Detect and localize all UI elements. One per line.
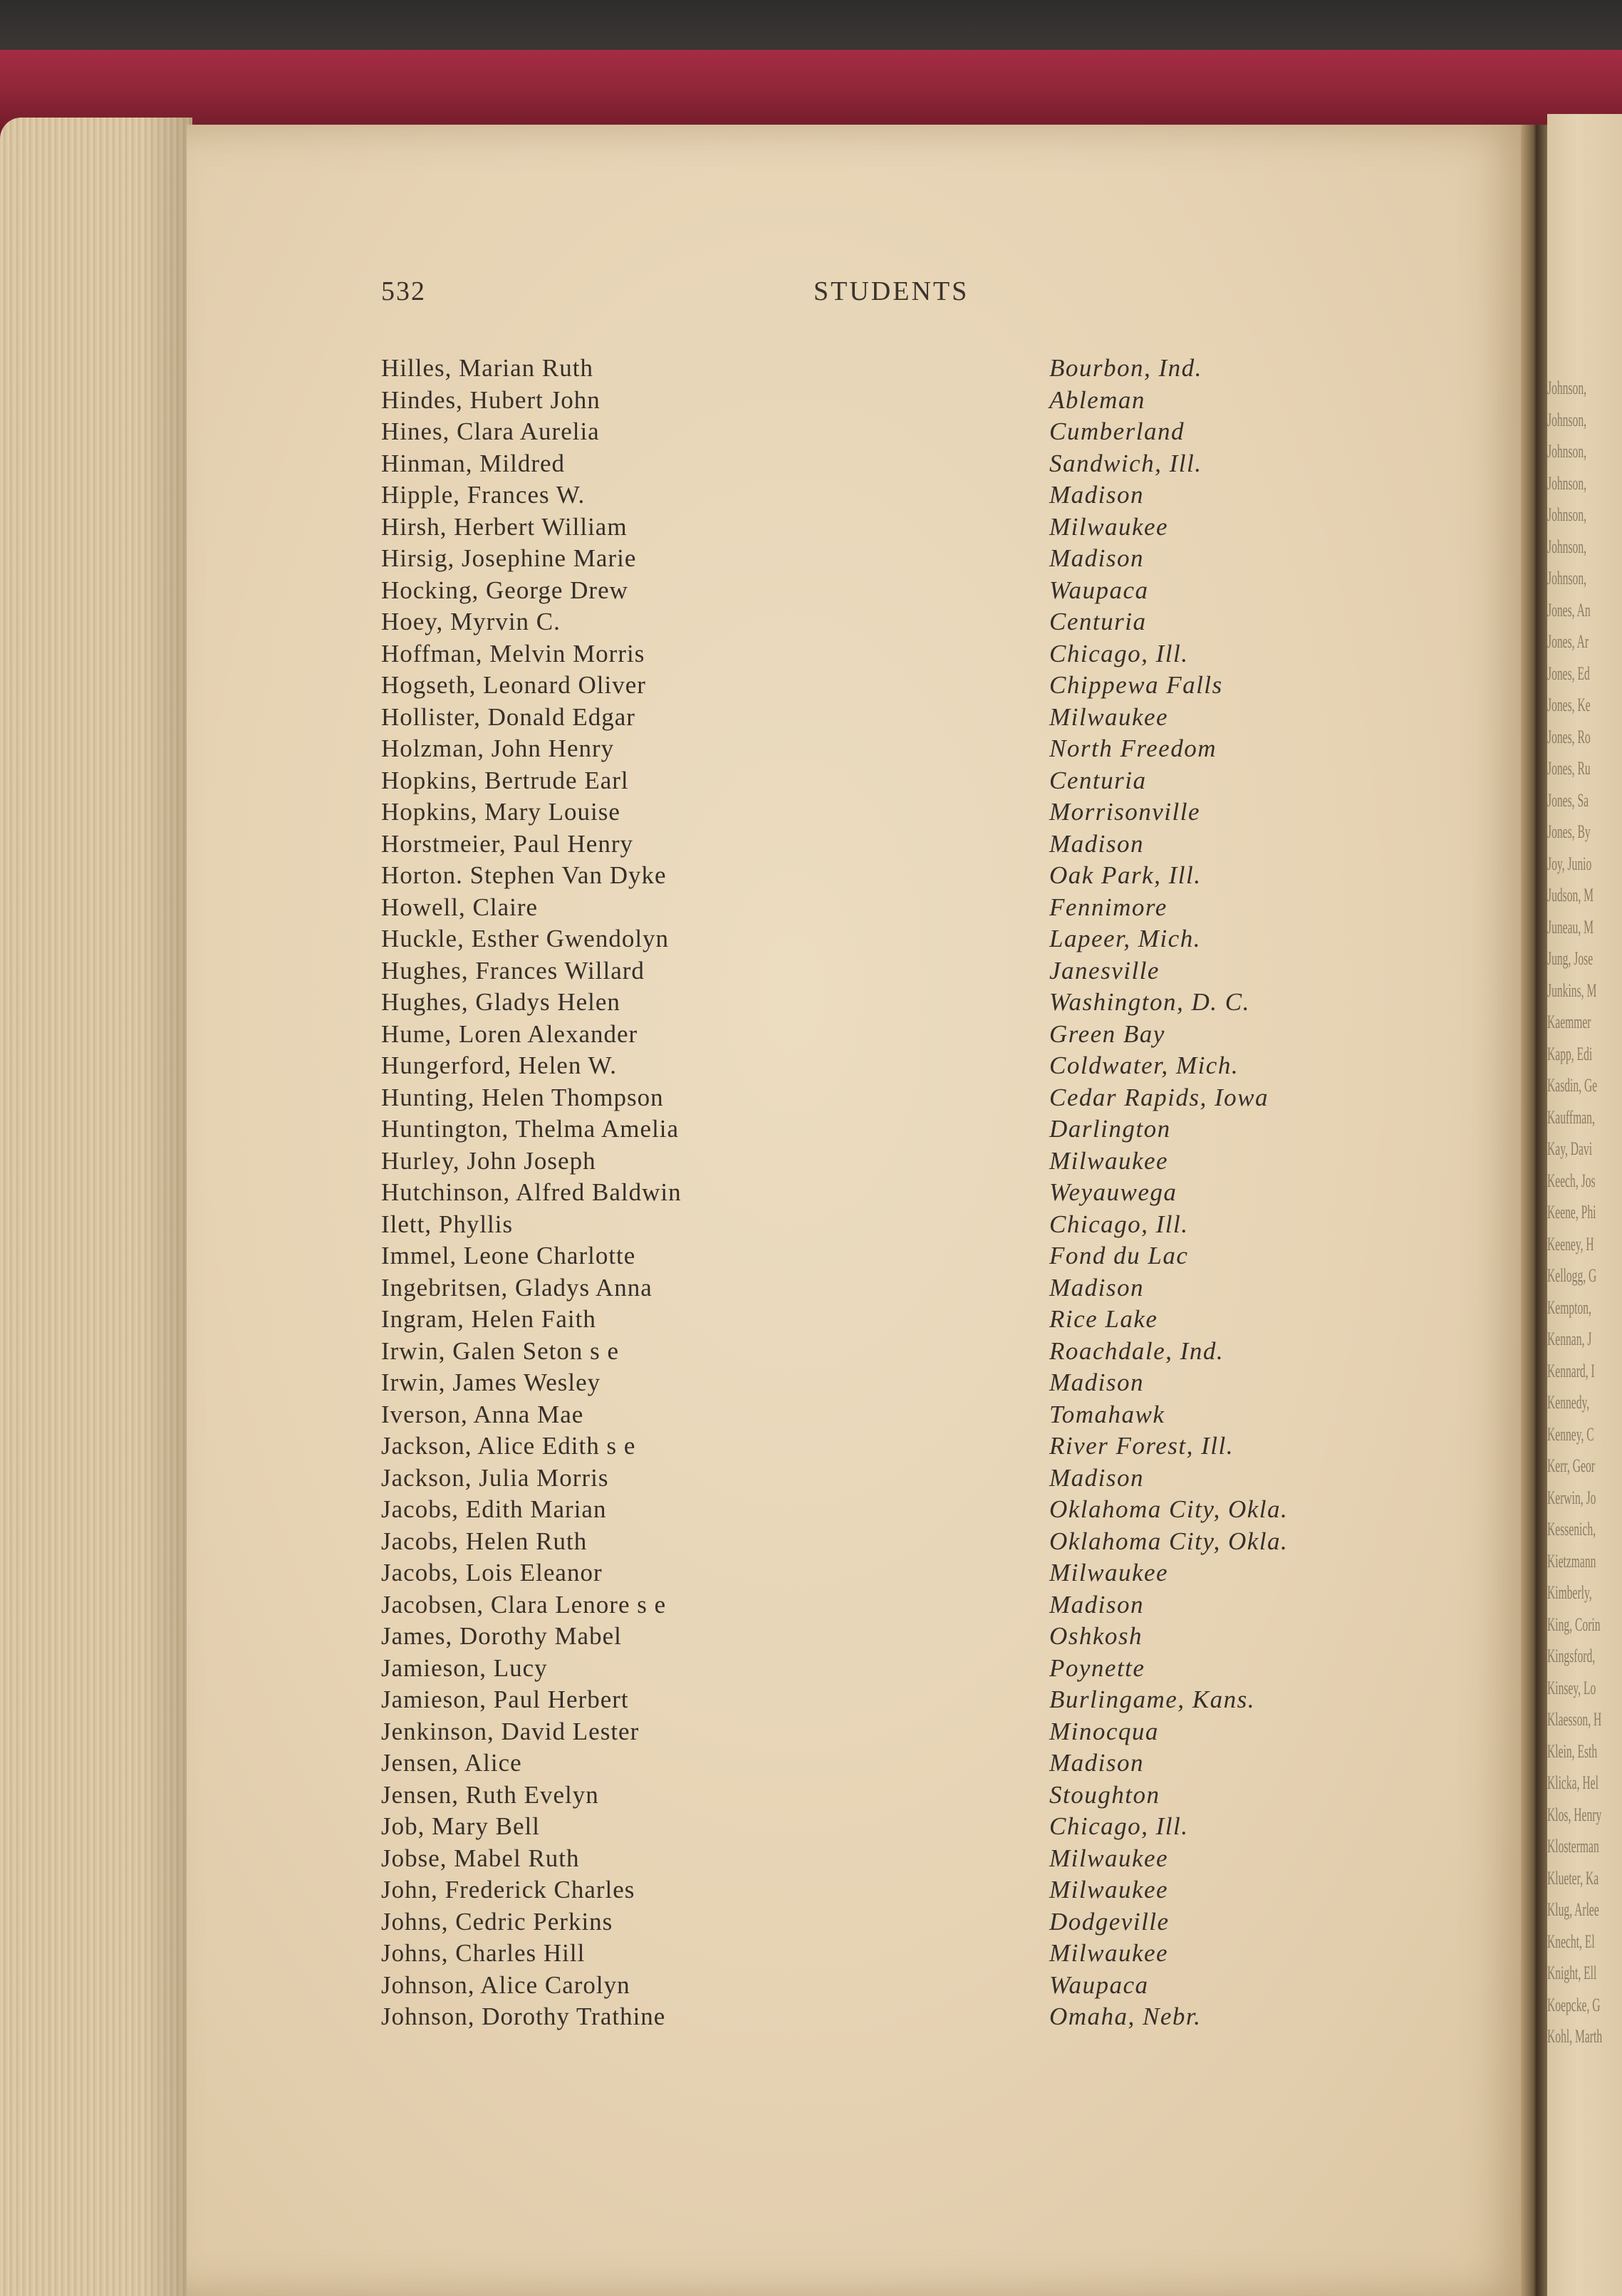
student-entry xyxy=(381,1557,1378,1589)
student-name: Jobse, Mabel Ruth xyxy=(381,1844,580,1872)
facing-page-fragment: Klaesson, H xyxy=(1547,1709,1602,1730)
student-name: Huckle, Esther Gwendolyn xyxy=(381,925,670,952)
facing-page-fragment: Kingsford, xyxy=(1547,1646,1596,1666)
facing-page-fragment: Jung, Jose xyxy=(1547,948,1594,969)
student-name: Hogseth, Leonard Oliver xyxy=(381,671,646,699)
facing-page-fragment: Jones, By xyxy=(1547,821,1591,842)
facing-page-fragment: Johnson, xyxy=(1547,536,1587,557)
student-hometown: Milwaukee xyxy=(1049,1559,1169,1586)
student-hometown: Waupaca xyxy=(1049,1970,1149,1999)
student-entry xyxy=(381,1716,1378,1748)
facing-page-fragment: Kauffman, xyxy=(1547,1106,1595,1128)
student-name: Jenkinson, David Lester xyxy=(381,1717,640,1745)
facing-page-fragment: King, Corin xyxy=(1547,1614,1601,1635)
student-name: Holzman, John Henry xyxy=(381,734,615,762)
facing-page-fragment: Jones, Ed xyxy=(1547,663,1590,684)
facing-page-fragment: Jones, Ar xyxy=(1547,631,1589,652)
student-hometown: Bourbon, Ind. xyxy=(1049,354,1202,382)
page-stack-edges xyxy=(0,118,192,2296)
student-entry xyxy=(381,1399,1378,1431)
student-entry xyxy=(381,479,1378,511)
page-number: 532 xyxy=(381,276,426,306)
student-entry xyxy=(381,543,1378,575)
student-entry xyxy=(381,987,1378,1019)
student-entry xyxy=(381,1146,1378,1178)
facing-page-fragment: Kaemmer xyxy=(1547,1012,1591,1032)
student-name: Hurley, John Joseph xyxy=(381,1146,596,1175)
student-entry xyxy=(381,1463,1378,1495)
student-entry xyxy=(381,1367,1378,1399)
facing-page-fragment: Kennedy, xyxy=(1547,1392,1590,1413)
student-entry xyxy=(381,416,1378,448)
student-entry xyxy=(381,1747,1378,1780)
student-hometown: Madison xyxy=(1049,1590,1144,1619)
student-hometown: Fond du Lac xyxy=(1049,1242,1189,1269)
student-hometown: Madison xyxy=(1049,1273,1144,1302)
student-entry xyxy=(381,1050,1378,1082)
student-entry xyxy=(381,955,1378,987)
student-entry xyxy=(381,1082,1378,1114)
student-name: Iverson, Anna Mae xyxy=(381,1400,584,1428)
facing-page-fragment: Johnson, xyxy=(1547,378,1587,398)
facing-page-fragment: Kinsey, Lo xyxy=(1547,1677,1596,1698)
student-entry xyxy=(381,670,1378,702)
student-hometown: Oklahoma City, Okla. xyxy=(1049,1495,1289,1523)
student-entry xyxy=(381,1240,1378,1272)
student-entry xyxy=(381,1526,1378,1558)
student-name: Jensen, Ruth Evelyn xyxy=(381,1780,599,1809)
student-hometown: Poynette xyxy=(1049,1653,1145,1682)
facing-page-fragment: Kay, Davi xyxy=(1547,1138,1593,1159)
student-entry xyxy=(381,1272,1378,1304)
student-hometown: Centuria xyxy=(1049,766,1147,794)
student-hometown: Minocqua xyxy=(1049,1717,1159,1745)
student-list xyxy=(381,353,1378,2033)
facing-page-fragment: Keeney, H xyxy=(1547,1233,1594,1255)
student-hometown: Cumberland xyxy=(1049,417,1185,445)
facing-page-fragment: Klos, Henry xyxy=(1547,1804,1602,1825)
student-entry xyxy=(381,1430,1378,1463)
student-hometown: North Freedom xyxy=(1049,734,1217,762)
facing-page-fragment: Jones, Ro xyxy=(1547,726,1591,747)
student-hometown: Oshkosh xyxy=(1049,1622,1143,1650)
student-entry xyxy=(381,1970,1378,2002)
facing-page-fragment: Jones, Ru xyxy=(1547,758,1591,779)
student-hometown: Oklahoma City, Okla. xyxy=(1049,1527,1289,1555)
student-name: Howell, Claire xyxy=(381,893,539,921)
student-entry xyxy=(381,1938,1378,1970)
student-entry xyxy=(381,702,1378,734)
student-entry xyxy=(381,1684,1378,1716)
facing-page-fragment: Johnson, xyxy=(1547,568,1587,588)
student-hometown: Lapeer, Mich. xyxy=(1049,925,1201,952)
student-entry xyxy=(381,511,1378,544)
student-name: Horstmeier, Paul Henry xyxy=(381,829,633,858)
student-name: James, Dorothy Mabel xyxy=(381,1622,622,1650)
student-hometown: Burlingame, Kans. xyxy=(1049,1685,1255,1713)
student-hometown: Milwaukee xyxy=(1049,1146,1169,1175)
facing-page-fragment: Kohl, Marth xyxy=(1547,2026,1603,2047)
student-hometown: Milwaukee xyxy=(1049,512,1169,541)
student-name: Hindes, Hubert John xyxy=(381,385,601,414)
student-name: Hopkins, Mary Louise xyxy=(381,798,620,826)
facing-page-fragment: Klicka, Hel xyxy=(1547,1772,1598,1793)
student-entry xyxy=(381,638,1378,670)
student-entry xyxy=(381,1653,1378,1685)
student-hometown: Morrisonville xyxy=(1049,798,1200,826)
student-hometown: Green Bay xyxy=(1049,1019,1165,1048)
student-entry xyxy=(381,1780,1378,1812)
facing-page-fragment: Jones, Ke xyxy=(1547,695,1591,715)
facing-page-fragment: Kerwin, Jo xyxy=(1547,1487,1596,1508)
student-name: Jacobs, Helen Ruth xyxy=(381,1527,588,1555)
student-hometown: Tomahawk xyxy=(1049,1400,1165,1428)
student-name: Irwin, James Wesley xyxy=(381,1368,601,1396)
facing-page-fragment: Knecht, El xyxy=(1547,1931,1595,1952)
book-gutter xyxy=(1521,125,1549,2296)
student-entry xyxy=(381,923,1378,955)
facing-page-fragment: Keech, Jos xyxy=(1547,1170,1596,1191)
student-entry xyxy=(381,1589,1378,1621)
student-hometown: Coldwater, Mich. xyxy=(1049,1051,1239,1079)
student-name: Hughes, Gladys Helen xyxy=(381,988,620,1016)
facing-page-fragment: Koepcke, G xyxy=(1547,1994,1601,2015)
facing-page-fragment: Klosterman xyxy=(1547,1836,1599,1856)
student-hometown: Sandwich, Ill. xyxy=(1049,449,1202,477)
student-name: Hunting, Helen Thompson xyxy=(381,1083,664,1111)
student-hometown: Cedar Rapids, Iowa xyxy=(1049,1083,1269,1111)
student-hometown: Madison xyxy=(1049,544,1144,572)
student-name: Jamieson, Lucy xyxy=(381,1653,548,1682)
student-entry xyxy=(381,2001,1378,2033)
student-hometown: Ableman xyxy=(1049,385,1145,414)
facing-page-fragment: Kennan, J xyxy=(1547,1329,1592,1349)
student-entry xyxy=(381,1494,1378,1526)
student-name: Johnson, Dorothy Trathine xyxy=(381,2002,666,2030)
facing-page-fragment: Johnson, xyxy=(1547,409,1587,430)
student-entry xyxy=(381,796,1378,828)
student-entry xyxy=(381,892,1378,924)
student-entry xyxy=(381,765,1378,797)
student-hometown: Washington, D. C. xyxy=(1049,988,1250,1016)
student-name: Hoey, Myrvin C. xyxy=(381,608,561,635)
student-entry xyxy=(381,1113,1378,1146)
facing-page-fragment: Juneau, M xyxy=(1547,916,1594,937)
student-name: Johnson, Alice Carolyn xyxy=(381,1970,630,1999)
student-name: Hungerford, Helen W. xyxy=(381,1051,618,1079)
student-name: Hirsh, Herbert William xyxy=(381,512,628,541)
facing-page-fragment: Joy, Junio xyxy=(1547,853,1592,874)
student-hometown: Milwaukee xyxy=(1049,1844,1169,1872)
student-name: Johns, Cedric Perkins xyxy=(381,1907,613,1936)
facing-page-fragment: Klueter, Ka xyxy=(1547,1867,1599,1889)
student-entry xyxy=(381,1811,1378,1843)
facing-page-fragment: Klug, Arlee xyxy=(1547,1899,1599,1920)
student-hometown: Janesville xyxy=(1049,956,1160,985)
student-hometown: Chicago, Ill. xyxy=(1049,1812,1189,1840)
facing-page-fragment: Kietzmann xyxy=(1547,1550,1596,1572)
student-hometown: Milwaukee xyxy=(1049,702,1169,731)
student-name: Hume, Loren Alexander xyxy=(381,1019,638,1048)
student-name: Hughes, Frances Willard xyxy=(381,956,645,985)
student-name: Hollister, Donald Edgar xyxy=(381,702,635,731)
student-hometown: Fennimore xyxy=(1049,893,1168,921)
student-hometown: Milwaukee xyxy=(1049,1939,1169,1967)
student-hometown: Madison xyxy=(1049,481,1144,509)
facing-page-fragment: Jones, An xyxy=(1547,599,1591,620)
student-entry xyxy=(381,385,1378,417)
facing-page-fragment: Kasdin, Ge xyxy=(1547,1075,1598,1096)
student-name: Johns, Charles Hill xyxy=(381,1939,586,1967)
student-hometown: Dodgeville xyxy=(1049,1907,1170,1936)
student-name: Job, Mary Bell xyxy=(381,1812,541,1840)
student-hometown: Chicago, Ill. xyxy=(1049,639,1189,667)
facing-page xyxy=(1547,114,1622,2296)
student-entry xyxy=(381,1336,1378,1368)
student-hometown: River Forest, Ill. xyxy=(1049,1432,1234,1460)
student-entry xyxy=(381,448,1378,480)
running-head: STUDENTS xyxy=(813,276,969,306)
student-name: Hocking, George Drew xyxy=(381,576,628,604)
facing-page-fragment: Johnson, xyxy=(1547,472,1587,494)
facing-page-fragment: Knight, Ell xyxy=(1547,1963,1597,1983)
facing-page-fragment: Johnson, xyxy=(1547,441,1587,462)
student-hometown: Chicago, Ill. xyxy=(1049,1210,1189,1238)
student-name: Jacobs, Edith Marian xyxy=(381,1495,607,1523)
student-name: Hopkins, Bertrude Earl xyxy=(381,766,629,794)
facing-page-fragment: Jones, Sa xyxy=(1547,789,1589,811)
facing-page-fragment: Junkins, M xyxy=(1547,980,1597,1001)
student-entry xyxy=(381,860,1378,892)
facing-page-fragment: Kimberly, xyxy=(1547,1582,1592,1603)
student-hometown: Oak Park, Ill. xyxy=(1049,861,1202,889)
student-name: Hilles, Marian Ruth xyxy=(381,354,593,382)
student-name: Hines, Clara Aurelia xyxy=(381,417,600,445)
student-hometown: Madison xyxy=(1049,829,1144,858)
student-name: Immel, Leone Charlotte xyxy=(381,1242,636,1269)
student-name: Ilett, Phyllis xyxy=(381,1210,514,1238)
student-hometown: Centuria xyxy=(1049,608,1147,635)
background-top xyxy=(0,0,1622,57)
facing-page-fragment: Klein, Esth xyxy=(1547,1740,1598,1762)
student-entry xyxy=(381,1209,1378,1241)
facing-page-fragment: Johnson, xyxy=(1547,504,1587,525)
student-hometown: Roachdale, Ind. xyxy=(1049,1336,1225,1365)
student-name: Hirsig, Josephine Marie xyxy=(381,544,637,572)
student-name: Jackson, Julia Morris xyxy=(381,1463,609,1492)
student-name: Jackson, Alice Edith s e xyxy=(381,1432,636,1460)
student-hometown: Madison xyxy=(1049,1368,1144,1396)
page-header xyxy=(381,276,1336,311)
student-name: Ingram, Helen Faith xyxy=(381,1305,596,1333)
student-entry xyxy=(381,1177,1378,1209)
student-hometown: Madison xyxy=(1049,1463,1144,1492)
student-entry xyxy=(381,1019,1378,1051)
facing-page-fragment: Keene, Phi xyxy=(1547,1202,1596,1222)
student-name: Irwin, Galen Seton s e xyxy=(381,1336,620,1365)
student-name: Hipple, Frances W. xyxy=(381,481,586,509)
student-name: Jacobsen, Clara Lenore s e xyxy=(381,1590,667,1619)
student-hometown: Rice Lake xyxy=(1049,1305,1158,1333)
student-hometown: Darlington xyxy=(1049,1115,1171,1143)
student-name: John, Frederick Charles xyxy=(381,1876,635,1903)
student-name: Jensen, Alice xyxy=(381,1749,522,1777)
facing-page-fragment: Kenney, C xyxy=(1547,1423,1594,1445)
student-entry xyxy=(381,353,1378,385)
facing-page-fragment: Kennard, I xyxy=(1547,1360,1595,1381)
student-name: Huntington, Thelma Amelia xyxy=(381,1115,680,1143)
student-entry xyxy=(381,1874,1378,1906)
facing-page-fragment: Kempton, xyxy=(1547,1297,1591,1318)
student-hometown: Madison xyxy=(1049,1749,1144,1777)
student-name: Hoffman, Melvin Morris xyxy=(381,639,645,667)
student-entry xyxy=(381,606,1378,638)
student-name: Jacobs, Lois Eleanor xyxy=(381,1559,603,1586)
student-hometown: Stoughton xyxy=(1049,1780,1160,1809)
student-hometown: Omaha, Nebr. xyxy=(1049,2002,1202,2030)
facing-page-fragment: Kessenich, xyxy=(1547,1519,1596,1539)
student-hometown: Waupaca xyxy=(1049,576,1149,604)
student-entry xyxy=(381,733,1378,765)
facing-page-fragment: Judson, M xyxy=(1547,885,1594,905)
student-name: Horton. Stephen Van Dyke xyxy=(381,861,667,889)
student-name: Jamieson, Paul Herbert xyxy=(381,1685,629,1713)
student-hometown: Weyauwega xyxy=(1049,1178,1177,1206)
student-entry xyxy=(381,1621,1378,1653)
student-hometown: Chippewa Falls xyxy=(1049,671,1223,699)
student-name: Hutchinson, Alfred Baldwin xyxy=(381,1178,682,1206)
facing-page-fragment: Kerr, Geor xyxy=(1547,1455,1595,1476)
student-entry xyxy=(381,575,1378,607)
student-entry xyxy=(381,1906,1378,1938)
student-entry xyxy=(381,1843,1378,1875)
facing-page-fragment: Kapp, Edi xyxy=(1547,1043,1593,1064)
facing-page-fragment: Kellogg, G xyxy=(1547,1265,1597,1286)
book-cover-edge xyxy=(0,50,1622,135)
student-entry xyxy=(381,828,1378,861)
student-entry xyxy=(381,1304,1378,1336)
student-name: Ingebritsen, Gladys Anna xyxy=(381,1273,653,1302)
student-hometown: Milwaukee xyxy=(1049,1876,1169,1903)
student-name: Hinman, Mildred xyxy=(381,449,566,477)
